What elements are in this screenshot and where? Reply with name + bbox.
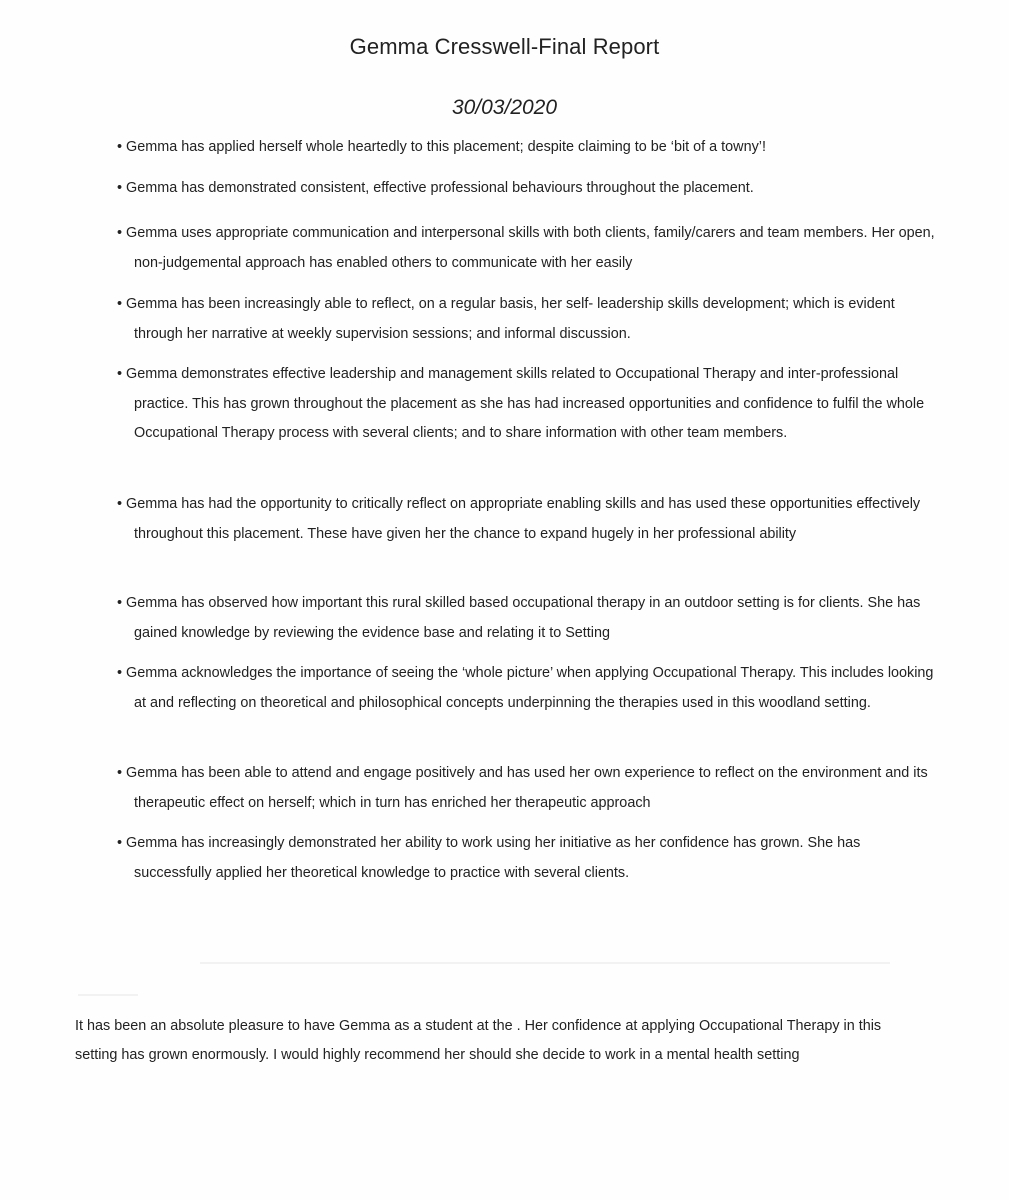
- bullet-text: • Gemma acknowledges the importance of seeing the ‘whole picture’ when applying Occupational Therapy. This includes looking at and reflecting on theoretical and philosophical concepts underpinning the therapies used in this woodland setting.: [117, 665, 934, 711]
- bullet-item: [100, 219, 940, 278]
- closing-paragraph: It has been an absolute pleasure to have Gemma as a student at the . Her confidence at applying Occupational Therapy in this setting has grown enormously. I would highly recommend her should she decide to work in a mental health setting: [75, 1018, 882, 1063]
- bullet-item: [100, 829, 940, 888]
- bullet-text: • Gemma has been able to attend and engage positively and has used her own experience to reflect on the environment and its therapeutic effect on herself; which in turn has enriched her therapeutic approach: [117, 765, 928, 811]
- bullet-text: • Gemma has had the opportunity to critically reflect on appropriate enabling skills and has used these opportunities effectively throughout this placement. These have given her the chance to expand hugely in her professional ability: [117, 496, 921, 542]
- report-title: Gemma Cresswell-Final Report: [349, 34, 660, 59]
- bullet-item: [100, 659, 940, 718]
- bullet-item: [100, 174, 940, 204]
- bullet-item: [100, 290, 940, 349]
- bullet-text: • Gemma has applied herself whole heartedly to this placement; despite claiming to be ‘bit of a towny’!: [117, 139, 766, 155]
- bullet-item: [100, 759, 940, 818]
- bullet-text: • Gemma has increasingly demonstrated her ability to work using her initiative as her confidence has grown. She has successfully applied her theoretical knowledge to practice with several clients.: [117, 835, 861, 881]
- bullet-item: [100, 490, 940, 549]
- bullet-item: [100, 360, 940, 449]
- bullet-text: • Gemma has observed how important this rural skilled based occupational therapy in an outdoor setting is for clients. She has gained knowledge by reviewing the evidence base and relating it to Setting: [117, 595, 921, 641]
- redaction-mark: [200, 962, 890, 964]
- bullet-text: • Gemma demonstrates effective leadership and management skills related to Occupational Therapy and inter-professional practice. This has grown throughout the placement as she has had increased opportunities and confidence to fulfil the whole Occupational Therapy process with several clients; and to share information with other team members.: [117, 366, 925, 441]
- bullet-text: • Gemma has been increasingly able to reflect, on a regular basis, her self- leadership skills development; which is evident through her narrative at weekly supervision sessions; and informal discussion.: [117, 296, 895, 342]
- report-date: 30/03/2020: [451, 96, 558, 119]
- bullet-text: • Gemma has demonstrated consistent, effective professional behaviours throughout the placement.: [117, 180, 754, 196]
- bullet-item: [100, 133, 940, 163]
- bullet-text: • Gemma uses appropriate communication and interpersonal skills with both clients, family/carers and team members. Her open, non-judgemental approach has enabled others to communicate with her easily: [117, 225, 935, 271]
- redaction-mark: [78, 994, 138, 996]
- bullet-item: [100, 589, 940, 648]
